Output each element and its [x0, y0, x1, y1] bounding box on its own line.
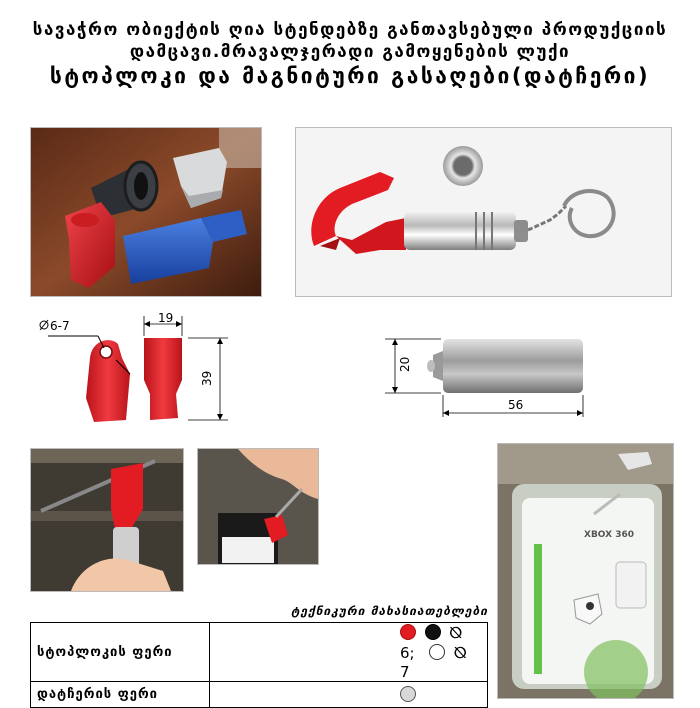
- detaching-photo-2: [197, 448, 319, 565]
- specs-table: [30, 622, 488, 708]
- diameter-icon: ⦰: [449, 623, 462, 642]
- stoplock-samples-photo: [30, 127, 262, 297]
- stoplock-with-detacher-photo: [295, 127, 672, 297]
- detacher-color-values: [210, 682, 488, 708]
- red-stoplock-hook: [311, 172, 406, 254]
- white-color-swatch: [429, 644, 445, 660]
- detacher-color-row: [31, 682, 488, 708]
- detacher-body: [404, 212, 528, 250]
- black-color-swatch: [425, 624, 441, 640]
- detacher-side-view: [427, 339, 583, 393]
- red-color-swatch: [400, 624, 416, 640]
- stoplock-front-view: [144, 338, 182, 420]
- title-line-2: დამცავი.მრავალჯერადი გამოყენების ლუქი: [129, 42, 571, 62]
- height-label: 39: [200, 370, 214, 386]
- title-line-1: სავაჭრო ობიექტის ღია სტენდებზე განთავსებული პროდუქციის: [32, 20, 668, 40]
- detacher-color-label: დატჩერის ფერი: [31, 682, 210, 708]
- key-length-label: 56: [508, 398, 524, 412]
- stoplock-color-values: [210, 623, 488, 682]
- grey-color-swatch: [400, 686, 416, 702]
- diameter-6-value: 6;: [400, 644, 415, 662]
- diameter-icon: ⦰: [453, 643, 467, 662]
- detacher-dimension-drawing: [385, 325, 615, 420]
- detaching-photo-1: [30, 448, 184, 592]
- xbox-package-photo: [497, 443, 674, 699]
- hole-diameter-label: 6-7: [50, 319, 70, 333]
- stoplock-color-row: [31, 623, 488, 682]
- package-brand-text: XBOX 360: [584, 530, 634, 540]
- stoplock-side-view: [86, 340, 130, 422]
- specs-title: ტექნიკური მახასიათებლები: [291, 604, 488, 618]
- key-diameter-label: 20: [398, 356, 412, 372]
- diameter-7-value: 7: [400, 663, 410, 681]
- stoplock-color-label: სტოპლოკის ფერი: [31, 623, 210, 682]
- key-chain: [528, 191, 614, 236]
- title-line-3: სტოპლოკი და მაგნიტური გასაღები(დატჩერი): [49, 64, 651, 88]
- magnetic-ring: [443, 146, 483, 186]
- width-label: 19: [158, 311, 174, 325]
